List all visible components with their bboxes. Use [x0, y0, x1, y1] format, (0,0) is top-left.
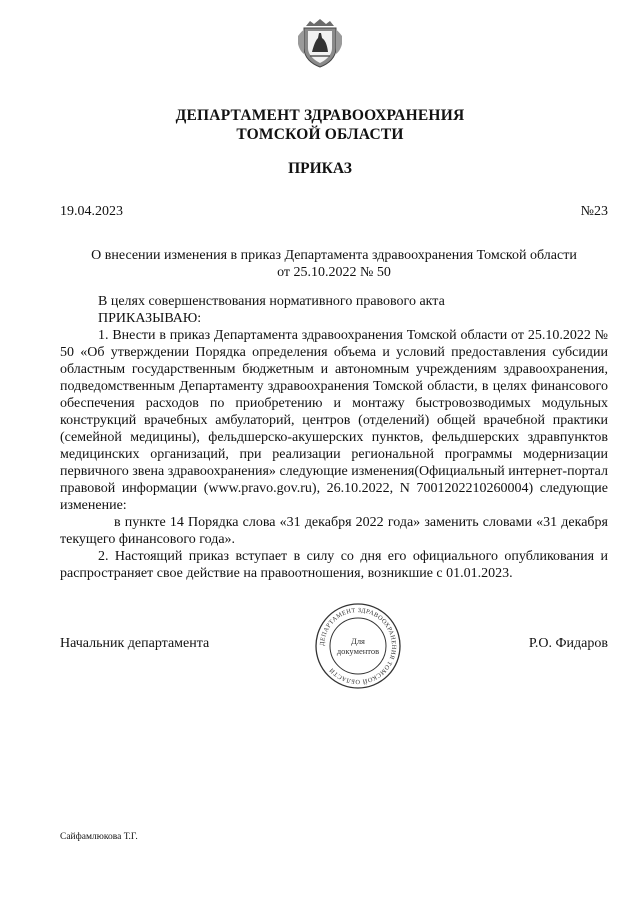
- subject-line-1: О внесении изменения в приказ Департамента здравоохранения Томской области: [91, 248, 577, 263]
- body-item-2: 2. Настоящий приказ вступает в силу со дня его официального опубликования и распространяет свое действие на правоотношения, возникшие с 01.01.2023.: [60, 549, 608, 581]
- stamp-ring-text: ДЕПАРТАМЕНТ ЗДРАВООХРАНЕНИЯ ТОМСКОЙ ОБЛАСТИ: [318, 606, 398, 686]
- stamp-center-line1: Для: [351, 636, 365, 646]
- body-intro: В целях совершенствования нормативного правового акта: [98, 294, 445, 309]
- signer-name: Р.О. Фидаров: [528, 636, 608, 651]
- stamp-center-line2: документов: [336, 646, 380, 656]
- signer-position: Начальник департамента: [60, 636, 210, 651]
- order-date: 19.04.2023: [60, 204, 123, 219]
- document-title: ПРИКАЗ: [288, 160, 352, 177]
- body-item-1: 1. Внести в приказ Департамента здравоохранения Томской области от 25.10.2022 № 50 «Об утверждении Порядка определения объема и условий предоставления субсидии областным государственным бюджетным и автономным учреждениям здравоохранения, подведомственным Департаменту здравоохранения Томской области, в целях финансового обеспечения расходов по приобретению и монтажу быстровозводимых модульных конструкций врачебных амбулаторий, центров (отделений) общей врачебной практики (семейной медицины), фельдшерско-акушерских пунктов, фельдшерских здравпунктов медицинских организаций, при реализации региональной программы модернизации первичного звена здравоохранения» следующие изменения(Официальный интернет-портал правовой информации (www.pravo.gov.ru), 26.10.2022, N 7001202210260004) следующие изменение:: [60, 328, 608, 513]
- coat-of-arms-icon: [298, 18, 342, 68]
- body-order-word: ПРИКАЗЫВАЮ:: [98, 311, 202, 326]
- stamp-seal: [314, 602, 402, 690]
- executor-name: Сайфамлюкова Т.Г.: [60, 832, 138, 842]
- order-number: №23: [580, 204, 608, 219]
- subject-line-2: от 25.10.2022 № 50: [277, 265, 391, 280]
- order-subject: [60, 247, 608, 281]
- department-name-line1: ДЕПАРТАМЕНТ ЗДРАВООХРАНЕНИЯ: [175, 107, 465, 124]
- order-body: [60, 293, 608, 582]
- department-name-line2: ТОМСКОЙ ОБЛАСТИ: [236, 126, 404, 143]
- body-item-1-sub: в пункте 14 Порядка слова «31 декабря 2022 года» заменить словами «31 декабря текущего финансового года».: [60, 515, 608, 547]
